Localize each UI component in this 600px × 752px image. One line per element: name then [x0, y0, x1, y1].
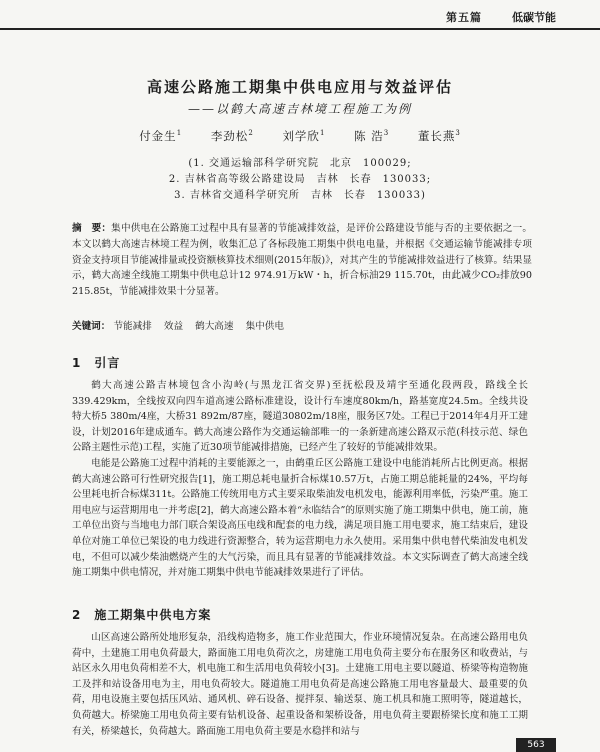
keywords [72, 319, 532, 334]
affiliation: 3. 吉林省交通科学研究所 吉林 长春 130033) [174, 190, 426, 201]
page-number: 563 [516, 738, 556, 752]
section-heading: 1 引言 [72, 356, 121, 370]
header-section: 第五篇 [446, 11, 482, 24]
author-list [0, 128, 600, 144]
article-title: 高速公路施工期集中供电应用与效益评估 [146, 78, 453, 96]
keyword: 鹤大高速 [195, 321, 234, 332]
author: 陈 浩$^3$ [354, 129, 390, 143]
paragraph: 电能是公路施工过程中消耗的主要能源之一，由鹤重丘区公路施工建设中电能消耗所占比例更高。根据鹤大高速公路可行性研究报告[1]，施工期总耗电量折合标煤10.57万t，占施工期总能耗量的24%，平均每公里耗电折合标煤311t。公路施工传统用电方式主要采取柴油发电机发电，能源利用率低，污染严重。施工用电应与运营期用电一并考虑[2]，鹤大高速公路本着“永临结合”的原则实施了施工期集中供电，施工前，施工单位出资与当地电力部门联合架设高压电线和配套的电力线，满足项目施工用电要求，施工结束后，建设单位对施工单位已架设的电力线进行资源整合，转为运营期电力永久使用。采用集中供电替代柴油发电机发电，不但可以减少柴油燃烧产生的大气污染，而且具有显著的节能减排效益。本文实际调查了鹤大高速全线施工期集中供电情况，并对施工期集中供电节能减排效果进行了评估。 [72, 457, 528, 579]
running-header [0, 6, 600, 30]
affiliation: (1. 交通运输部科学研究院 北京 100029; [188, 158, 412, 169]
keyword: 集中供电 [245, 321, 284, 332]
abstract [72, 221, 532, 300]
section-body [72, 630, 528, 739]
author: 付金生$^1$ [139, 129, 183, 143]
abstract-text: 集中供电在公路施工过程中具有显著的节能减排效益，是评价公路建设节能与否的主要依据之一。本文以鹤大高速吉林境工程为例，收集汇总了各标段施工期集中供电电量，并根据《交通运输节能减排专项资金支持项目节能减排量或投资额核算技术细则(2015年版)》，对其产生的节能减排效益进行了核算。结果显示，鹤大高速全线施工期集中供电总计12 974.91万kW・h，折合标油29 115.70t，由此减少CO₂排放90 215.85t，节能减排效果十分显著。 [72, 223, 533, 298]
paragraph: 鹤大高速公路吉林境包含小沟岭(与黑龙江省交界)至抚松段及靖宇至通化段两段，路线全长339.429km，全线按双向四车道高速公路标准建设，设计行车速度80km/h，路基宽度24.5m。全线共设特大桥5 380m/4座，大桥31 892m/87座，隧道30802m/18座，服务区7处。工程已于2014年4月开工建设，计划2016年建成通车。鹤大高速公路作为交通运输部唯一的一条新建高速公路双示范(科技示范、绿色公路主题性示范)工程，实施了近30项节能减排措施，已经产生了较好的节能减排效果。 [72, 380, 528, 454]
author: 董长燕$^3$ [417, 129, 461, 143]
section-heading: 2 施工期集中供电方案 [72, 608, 212, 622]
abstract-label: 摘 要： [72, 223, 112, 234]
author: 刘学欣$^1$ [282, 129, 326, 143]
keywords-label: 关键词： [72, 321, 111, 332]
paragraph: 山区高速公路所处地形复杂，沿线构造物多，施工作业范围大，作业环境情况复杂。在高速公路用电负荷中，土建施工用电负荷最大，路面施工用电负荷次之，房建施工用电负荷主要分布在服务区和收费站，与站区永久用电负荷相差不大，机电施工和生活用电负荷较小[3]。土建施工用电主要以隧道、桥梁等构造物施工及拌和站设备用电为主，用电负荷较大。隧道施工用电负荷是高速公路施工用电容量最大、最重要的负荷，用电设施主要包括压风站、通风机、碎石设备、搅拌泵、输送泵、施工机具和施工照明等，隧道越长，负荷越大。桥梁施工用电负荷主要有钻机设备、起重设备和架桥设备，用电负荷主要跟桥梁长度和施工工期有关，桥梁越长，负荷越大。路面施工用电负荷主要是水稳拌和站与 [72, 632, 528, 737]
author: 李劲松$^2$ [210, 129, 254, 143]
affiliation: 2. 吉林省高等级公路建设局 吉林 长春 130033; [168, 174, 432, 185]
article-subtitle: ——以鹤大高速吉林境工程施工为例 [187, 102, 412, 116]
keyword: 效益 [163, 321, 184, 332]
section-body [72, 378, 528, 581]
keyword: 节能减排 [113, 321, 152, 332]
header-section-title: 低碳节能 [512, 11, 556, 24]
